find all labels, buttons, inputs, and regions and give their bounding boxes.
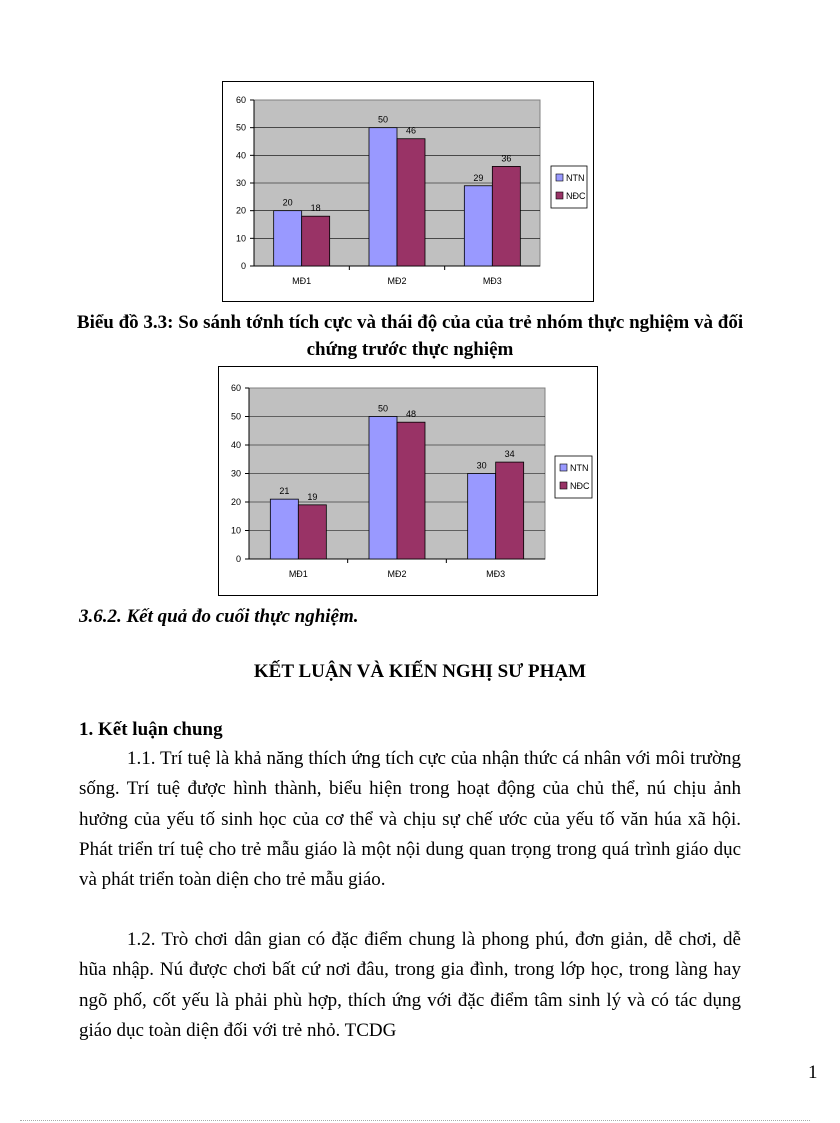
data-label: 50 bbox=[377, 403, 389, 414]
bar-nđc-2 bbox=[397, 422, 425, 559]
legend-swatch-ntn bbox=[556, 174, 563, 181]
y-tick-label: 60 bbox=[235, 95, 246, 105]
bar-nđc-2 bbox=[397, 139, 425, 266]
data-label: 46 bbox=[405, 125, 417, 136]
chart-2-frame bbox=[218, 366, 598, 596]
paragraph-1-1: 1.1. Trí tuệ là khả năng thích ứng tích cực của nhận thức cá nhân với môi trường sống. Trí tuệ được hình thành, biểu hiện trong hoạt động của chủ thể, nú chịu ảnh hưởng của yếu tố sinh học của cơ thể và chịu sự chế ước của yếu tố văn húa xã hội. Phát triển trí tuệ cho trẻ mẫu giáo là một nội dung quan trọng trong quá trình giáo dục và phát triển toàn diện cho trẻ mẫu giáo. bbox=[79, 748, 741, 891]
y-tick-label: 10 bbox=[230, 525, 241, 536]
y-tick-label: 20 bbox=[235, 205, 246, 216]
bar-nđc-1 bbox=[302, 216, 330, 266]
legend-label: NTN bbox=[566, 173, 585, 183]
y-tick-label: 50 bbox=[235, 122, 246, 133]
y-tick-label: 40 bbox=[235, 150, 246, 161]
bar-ntn-2 bbox=[369, 128, 397, 266]
chart-2 bbox=[219, 367, 597, 595]
legend-label: NTN bbox=[570, 463, 589, 473]
figure-caption: Biểu đồ 3.3: So sánh tớnh tích cực và thái độ của của trẻ nhóm thực nghiệm và đối chứng trước thực nghiệm bbox=[76, 312, 744, 360]
x-category-label: MĐ1 bbox=[288, 569, 308, 579]
data-label: 34 bbox=[504, 449, 515, 460]
bar-ntn-2 bbox=[369, 417, 397, 560]
y-tick-label: 0 bbox=[240, 261, 246, 271]
x-category-label: MĐ3 bbox=[486, 569, 506, 579]
x-category-label: MĐ2 bbox=[387, 276, 407, 286]
data-label: 19 bbox=[307, 491, 318, 502]
chart-1-frame bbox=[222, 81, 594, 302]
y-tick-label: 30 bbox=[230, 468, 241, 479]
bar-nđc-3 bbox=[492, 166, 520, 266]
x-category-label: MĐ3 bbox=[482, 276, 502, 286]
y-tick-label: 30 bbox=[235, 178, 246, 188]
y-tick-label: 40 bbox=[230, 440, 241, 450]
data-label: 29 bbox=[473, 172, 484, 183]
legend-label: NĐC bbox=[566, 191, 586, 201]
bar-ntn-1 bbox=[274, 211, 302, 266]
x-category-label: MĐ2 bbox=[387, 569, 407, 579]
heading-conclusion: 1. Kết luận chung bbox=[79, 719, 223, 740]
legend-swatch-ntn bbox=[560, 464, 567, 471]
y-tick-label: 60 bbox=[230, 383, 241, 393]
bar-nđc-3 bbox=[496, 462, 524, 559]
data-label: 18 bbox=[310, 203, 321, 214]
legend-swatch-nđc bbox=[560, 482, 567, 489]
bar-ntn-1 bbox=[270, 499, 298, 559]
legend-swatch-nđc bbox=[556, 192, 563, 199]
data-label: 21 bbox=[279, 486, 290, 497]
data-label: 30 bbox=[476, 460, 487, 471]
y-tick-label: 50 bbox=[230, 411, 241, 422]
bar-nđc-1 bbox=[298, 505, 326, 559]
subheading: 3.6.2. Kết quả đo cuối thực nghiệm. bbox=[79, 606, 359, 627]
footer-divider bbox=[20, 1120, 810, 1121]
legend-label: NĐC bbox=[570, 481, 590, 491]
y-tick-label: 20 bbox=[230, 497, 241, 507]
x-category-label: MĐ1 bbox=[292, 276, 312, 286]
data-label: 50 bbox=[377, 114, 389, 125]
data-label: 20 bbox=[282, 197, 293, 208]
data-label: 48 bbox=[405, 409, 417, 420]
bar-ntn-3 bbox=[464, 186, 492, 266]
paragraph-1-2: 1.2. Trò chơi dân gian có đặc điểm chung là phong phú, đơn giản, dễ chơi, dễ hũa nhập. Nú được chơi bất cứ nơi đâu, trong gia đình, trong lớp học, trong làng hay ngõ phố, cốt yếu là phải phù hợp, thích ứng với đặc điểm tâm sinh lý và có tác dụng giáo dục toàn diện đối với trẻ nhỏ. TCDG bbox=[79, 929, 741, 1041]
section-title: KẾT LUẬN VÀ KIẾN NGHỊ SƯ PHẠM bbox=[253, 661, 587, 682]
bar-ntn-3 bbox=[468, 474, 496, 560]
y-tick-label: 10 bbox=[235, 233, 246, 244]
data-label: 36 bbox=[501, 153, 512, 164]
chart-1 bbox=[223, 82, 593, 301]
page-number: 1 bbox=[808, 1062, 818, 1083]
y-tick-label: 0 bbox=[235, 554, 241, 564]
